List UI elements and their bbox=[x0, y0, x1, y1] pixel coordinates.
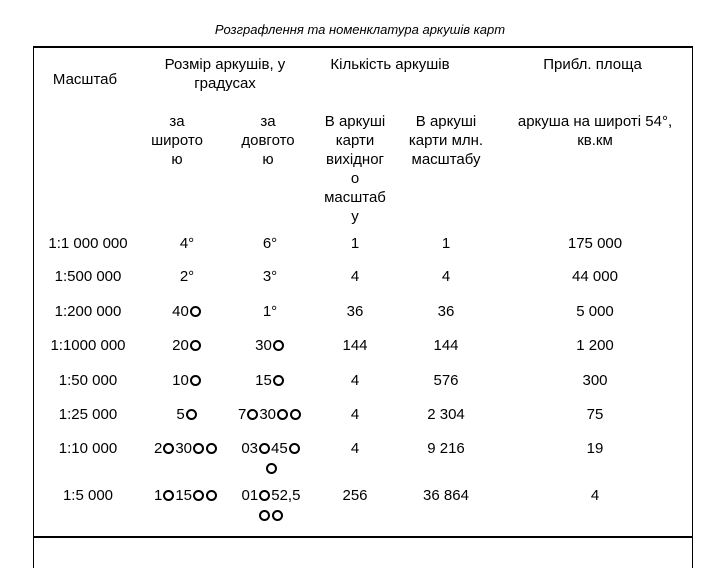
cell-base-count: 4 bbox=[350, 268, 360, 285]
degree-symbol-icon bbox=[163, 443, 174, 454]
cell-scale: 1:200 000 bbox=[54, 303, 122, 320]
cell-scale: 1:50 000 bbox=[58, 372, 118, 389]
subheader-line: ю bbox=[262, 151, 274, 168]
cell-latitude bbox=[147, 336, 227, 355]
subheader-line: В аркуші bbox=[415, 113, 477, 130]
cell-scale: 1:5 000 bbox=[62, 487, 114, 504]
cell-million-count: 36 864 bbox=[423, 487, 469, 504]
cell-latitude bbox=[147, 371, 227, 390]
minute-symbol-icon bbox=[290, 409, 301, 420]
cell-base-count: 256 bbox=[342, 487, 368, 504]
subheader-line: масштаб bbox=[324, 189, 386, 206]
cell-longitude bbox=[232, 439, 310, 479]
cell-scale: 1:25 000 bbox=[58, 406, 118, 423]
table-bottom-border bbox=[33, 536, 693, 538]
cell-area: 175 000 bbox=[567, 235, 623, 252]
cell-million-count: 2 304 bbox=[427, 406, 465, 423]
cell-million-count: 576 bbox=[433, 372, 459, 389]
cell-area: 19 bbox=[586, 440, 604, 457]
degree-symbol-icon bbox=[259, 443, 270, 454]
cell-million-count: 1 bbox=[441, 235, 451, 252]
cell-base-count: 144 bbox=[342, 337, 368, 354]
header-scale: Масштаб bbox=[52, 71, 118, 88]
minute-symbol-icon bbox=[193, 443, 204, 454]
longitude-degrees: 01 bbox=[241, 487, 259, 504]
degree-symbol-icon bbox=[247, 409, 258, 420]
cell-area: 300 bbox=[582, 372, 608, 389]
subheader-area-latitude bbox=[500, 112, 690, 150]
minute-symbol-icon bbox=[186, 409, 197, 420]
minute-symbol-icon bbox=[193, 490, 204, 501]
minute-symbol-icon bbox=[272, 510, 283, 521]
subheader-line: кв.км bbox=[577, 132, 613, 149]
subheader-line: карти bbox=[335, 132, 375, 149]
cell-latitude bbox=[140, 486, 232, 505]
latitude-value: 10 bbox=[172, 372, 189, 389]
header-sheet-count: Кількість аркушів bbox=[330, 56, 450, 73]
cell-million-count: 4 bbox=[441, 268, 451, 285]
subheader-line: вихідног bbox=[325, 151, 385, 168]
cell-longitude bbox=[230, 371, 310, 390]
minute-symbol-icon bbox=[266, 463, 277, 474]
cell-latitude bbox=[147, 405, 227, 424]
cell-area: 75 bbox=[586, 406, 604, 423]
latitude-degrees: 2 bbox=[153, 440, 163, 457]
subheader-latitude bbox=[147, 112, 207, 169]
cell-longitude bbox=[230, 405, 310, 424]
subheader-line: широто bbox=[151, 132, 203, 149]
subheader-line: масштабу bbox=[411, 151, 481, 168]
cell-latitude: 2° bbox=[179, 268, 195, 285]
latitude-minutes: 15 bbox=[175, 487, 193, 504]
minute-symbol-icon bbox=[206, 490, 217, 501]
subheader-line: за bbox=[260, 113, 276, 130]
subheader-line: довгото bbox=[241, 132, 295, 149]
minute-symbol-icon bbox=[273, 340, 284, 351]
cell-latitude bbox=[147, 302, 227, 321]
cell-longitude: 3° bbox=[262, 268, 278, 285]
header-approx-area: Прибл. площа bbox=[543, 56, 642, 73]
cell-longitude bbox=[232, 486, 310, 526]
minute-symbol-icon bbox=[273, 375, 284, 386]
latitude-value: 5 bbox=[176, 406, 185, 423]
subheader-line: В аркуші bbox=[324, 113, 386, 130]
longitude-minutes: 52,5 bbox=[271, 487, 301, 504]
cell-area: 5 000 bbox=[576, 303, 614, 320]
subheader-million-scale bbox=[400, 112, 492, 169]
cell-latitude bbox=[140, 439, 232, 458]
cell-base-count: 4 bbox=[350, 406, 360, 423]
cell-latitude: 4° bbox=[179, 235, 195, 252]
cell-scale: 1:1000 000 bbox=[50, 337, 126, 354]
cell-scale: 1:10 000 bbox=[58, 440, 118, 457]
cell-base-count: 36 bbox=[346, 303, 364, 320]
cell-area: 1 200 bbox=[576, 337, 614, 354]
cell-area: 4 bbox=[590, 487, 600, 504]
header-sheet-size bbox=[140, 55, 310, 93]
header-sheet-size-line: градусах bbox=[194, 75, 256, 92]
latitude-value: 40 bbox=[172, 303, 189, 320]
degree-symbol-icon bbox=[163, 490, 174, 501]
longitude-degrees: 7 bbox=[237, 406, 247, 423]
header-sheet-size-line: Розмір аркушів, у bbox=[164, 56, 286, 73]
subheader-line: за bbox=[169, 113, 185, 130]
subheader-line: о bbox=[350, 170, 360, 187]
cell-base-count: 4 bbox=[350, 372, 360, 389]
cell-million-count: 144 bbox=[433, 337, 459, 354]
latitude-minutes: 30 bbox=[175, 440, 193, 457]
subheader-longitude bbox=[233, 112, 303, 169]
minute-symbol-icon bbox=[190, 306, 201, 317]
longitude-value: 15 bbox=[255, 372, 272, 389]
minute-symbol-icon bbox=[289, 443, 300, 454]
cell-million-count: 36 bbox=[437, 303, 455, 320]
cell-base-count: 1 bbox=[350, 235, 360, 252]
degree-symbol-icon bbox=[259, 490, 270, 501]
minute-symbol-icon bbox=[277, 409, 288, 420]
minute-symbol-icon bbox=[190, 375, 201, 386]
longitude-minutes: 30 bbox=[259, 406, 277, 423]
cell-longitude: 6° bbox=[262, 235, 278, 252]
subheader-line: аркуша на широті 54°, bbox=[517, 113, 673, 130]
table-title: Розграфлення та номенклатура аркушів карт bbox=[214, 22, 506, 37]
cell-area: 44 000 bbox=[572, 268, 618, 285]
cell-base-count: 4 bbox=[350, 440, 360, 457]
cell-million-count: 9 216 bbox=[427, 440, 465, 457]
latitude-value: 20 bbox=[172, 337, 189, 354]
subheader-line: у bbox=[351, 208, 359, 225]
subheader-line: ю bbox=[171, 151, 183, 168]
minute-symbol-icon bbox=[190, 340, 201, 351]
latitude-degrees: 1 bbox=[153, 487, 163, 504]
subheader-base-scale bbox=[315, 112, 395, 226]
longitude-degrees: 03 bbox=[241, 440, 258, 457]
minute-symbol-icon bbox=[259, 510, 270, 521]
cell-scale: 1:500 000 bbox=[54, 268, 122, 285]
subheader-line: карти млн. bbox=[408, 132, 484, 149]
cell-scale: 1:1 000 000 bbox=[48, 235, 128, 252]
cell-longitude bbox=[230, 336, 310, 355]
minute-symbol-icon bbox=[206, 443, 217, 454]
longitude-value: 30 bbox=[255, 337, 272, 354]
longitude-minutes: 45 bbox=[271, 440, 288, 457]
cell-longitude: 1° bbox=[262, 303, 278, 320]
